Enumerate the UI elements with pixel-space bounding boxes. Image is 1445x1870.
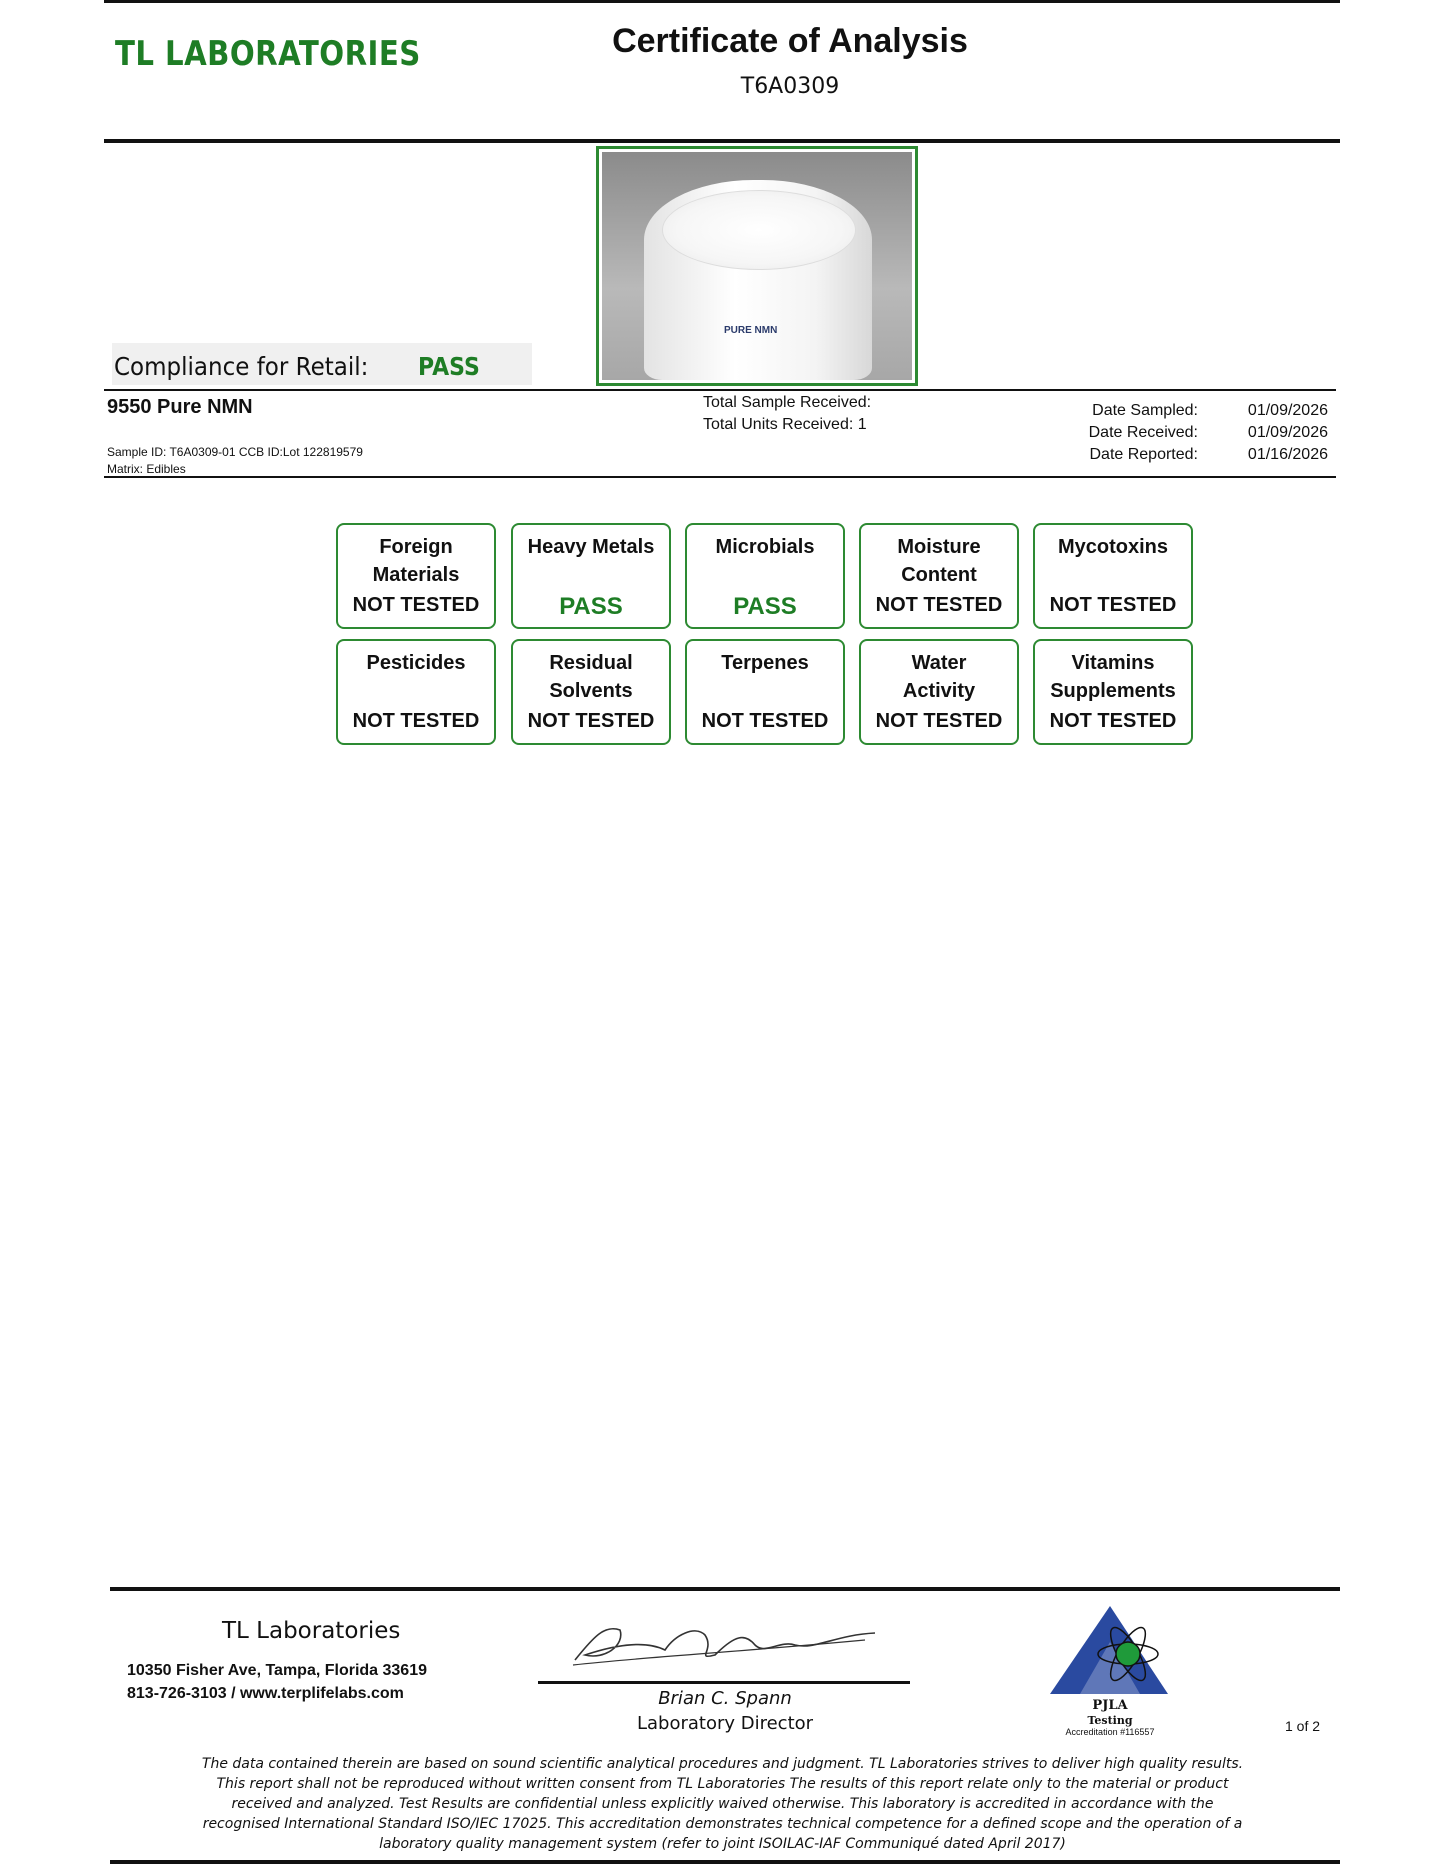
pjla-triangle-icon	[1040, 1602, 1180, 1697]
test-tile-microbials: Microbials PASS	[685, 523, 845, 629]
date-reported-value: 01/16/2026	[1247, 446, 1328, 463]
product-photo	[596, 146, 918, 386]
test-tile-heavy-metals: Heavy Metals PASS	[511, 523, 671, 629]
test-status: NOT TESTED	[875, 710, 1003, 732]
pjla-type-text: Testing	[1087, 1714, 1133, 1727]
test-status: NOT TESTED	[1049, 594, 1177, 616]
footer-top-rule	[110, 1587, 1340, 1591]
test-tile-residual-solvents: Residual Solvents NOT TESTED	[511, 639, 671, 745]
test-status: NOT TESTED	[875, 594, 1003, 616]
test-status: NOT TESTED	[1049, 710, 1177, 732]
total-sample-received: Total Sample Received:	[703, 394, 872, 411]
signer-title: Laboratory Director	[636, 1713, 814, 1734]
date-sampled-value: 01/09/2026	[1247, 402, 1328, 419]
test-status: NOT TESTED	[352, 594, 480, 616]
date-received-label: Date Received:	[1088, 424, 1198, 441]
test-status: NOT TESTED	[527, 710, 655, 732]
compliance-label: Compliance for Retail:	[114, 352, 369, 381]
test-status: NOT TESTED	[352, 710, 480, 732]
test-tile-foreign-materials: Foreign Materials NOT TESTED	[336, 523, 496, 629]
test-tile-terpenes: Terpenes NOT TESTED	[685, 639, 845, 745]
header-rule	[104, 139, 1340, 143]
report-id: T6A0309	[740, 74, 840, 99]
signature-line	[538, 1681, 910, 1684]
test-status: PASS	[559, 593, 623, 620]
pjla-number-text: Accreditation #116557	[1065, 1727, 1155, 1737]
sample-name: 9550 Pure NMN	[107, 396, 253, 418]
director-signature	[565, 1615, 885, 1675]
signer-name: Brian C. Spann	[658, 1688, 792, 1709]
product-label-text: PURE NMN	[724, 325, 778, 336]
pjla-org-text: PJLA	[1092, 1698, 1128, 1713]
page-number: 1 of 2	[1285, 1718, 1321, 1734]
pjla-accreditation-logo	[1040, 1602, 1180, 1742]
test-status: NOT TESTED	[701, 710, 829, 732]
date-received-value: 01/09/2026	[1247, 424, 1328, 441]
legal-disclaimer: The data contained therein are based on sound scientific analytical procedures and judgment. TL Laboratories strives to deliver high quality results. This report shall not be reproduced without written consent from TL Laboratories The results of this report relate only to the material or product received and analyzed. Test Results are confidential unless explicitly waived otherwise. This laboratory is accredited in accordance with the recognised International Standard ISO/IEC 17025. This accreditation demonstrates technical competence for a defined scope and the operation of a laboratory quality management system (refer to joint ISOILAC-IAF Communiqué dated April 2017)	[201, 1756, 1244, 1852]
footer-address: 10350 Fisher Ave, Tampa, Florida 33619	[127, 1662, 427, 1679]
sample-bottom-rule	[104, 476, 1336, 478]
date-reported-label: Date Reported:	[1089, 446, 1198, 463]
test-tile-water-activity: Water Activity NOT TESTED	[859, 639, 1019, 745]
total-units-received: Total Units Received: 1	[703, 416, 867, 433]
footer-contact: 813-726-3103 / www.terplifelabs.com	[127, 1685, 404, 1702]
sample-id: Sample ID: T6A0309-01 CCB ID:Lot 122819579	[107, 445, 363, 459]
test-tile-moisture-content: Moisture Content NOT TESTED	[859, 523, 1019, 629]
document-title: Certificate of Analysis	[612, 22, 968, 60]
top-rule	[104, 0, 1340, 3]
sample-top-rule	[104, 389, 1336, 391]
footer-bottom-rule	[110, 1860, 1340, 1864]
test-tile-vitamins-supplements: Vitamins Supplements NOT TESTED	[1033, 639, 1193, 745]
product-jar-image	[644, 180, 872, 380]
compliance-status: PASS	[418, 352, 480, 381]
date-sampled-label: Date Sampled:	[1092, 402, 1198, 419]
test-tile-pesticides: Pesticides NOT TESTED	[336, 639, 496, 745]
lab-logo-text: TL LABORATORIES	[115, 34, 421, 74]
footer-lab-name: TL Laboratories	[222, 1618, 401, 1644]
test-tile-mycotoxins: Mycotoxins NOT TESTED	[1033, 523, 1193, 629]
test-status: PASS	[733, 593, 797, 620]
sample-matrix: Matrix: Edibles	[107, 462, 186, 476]
